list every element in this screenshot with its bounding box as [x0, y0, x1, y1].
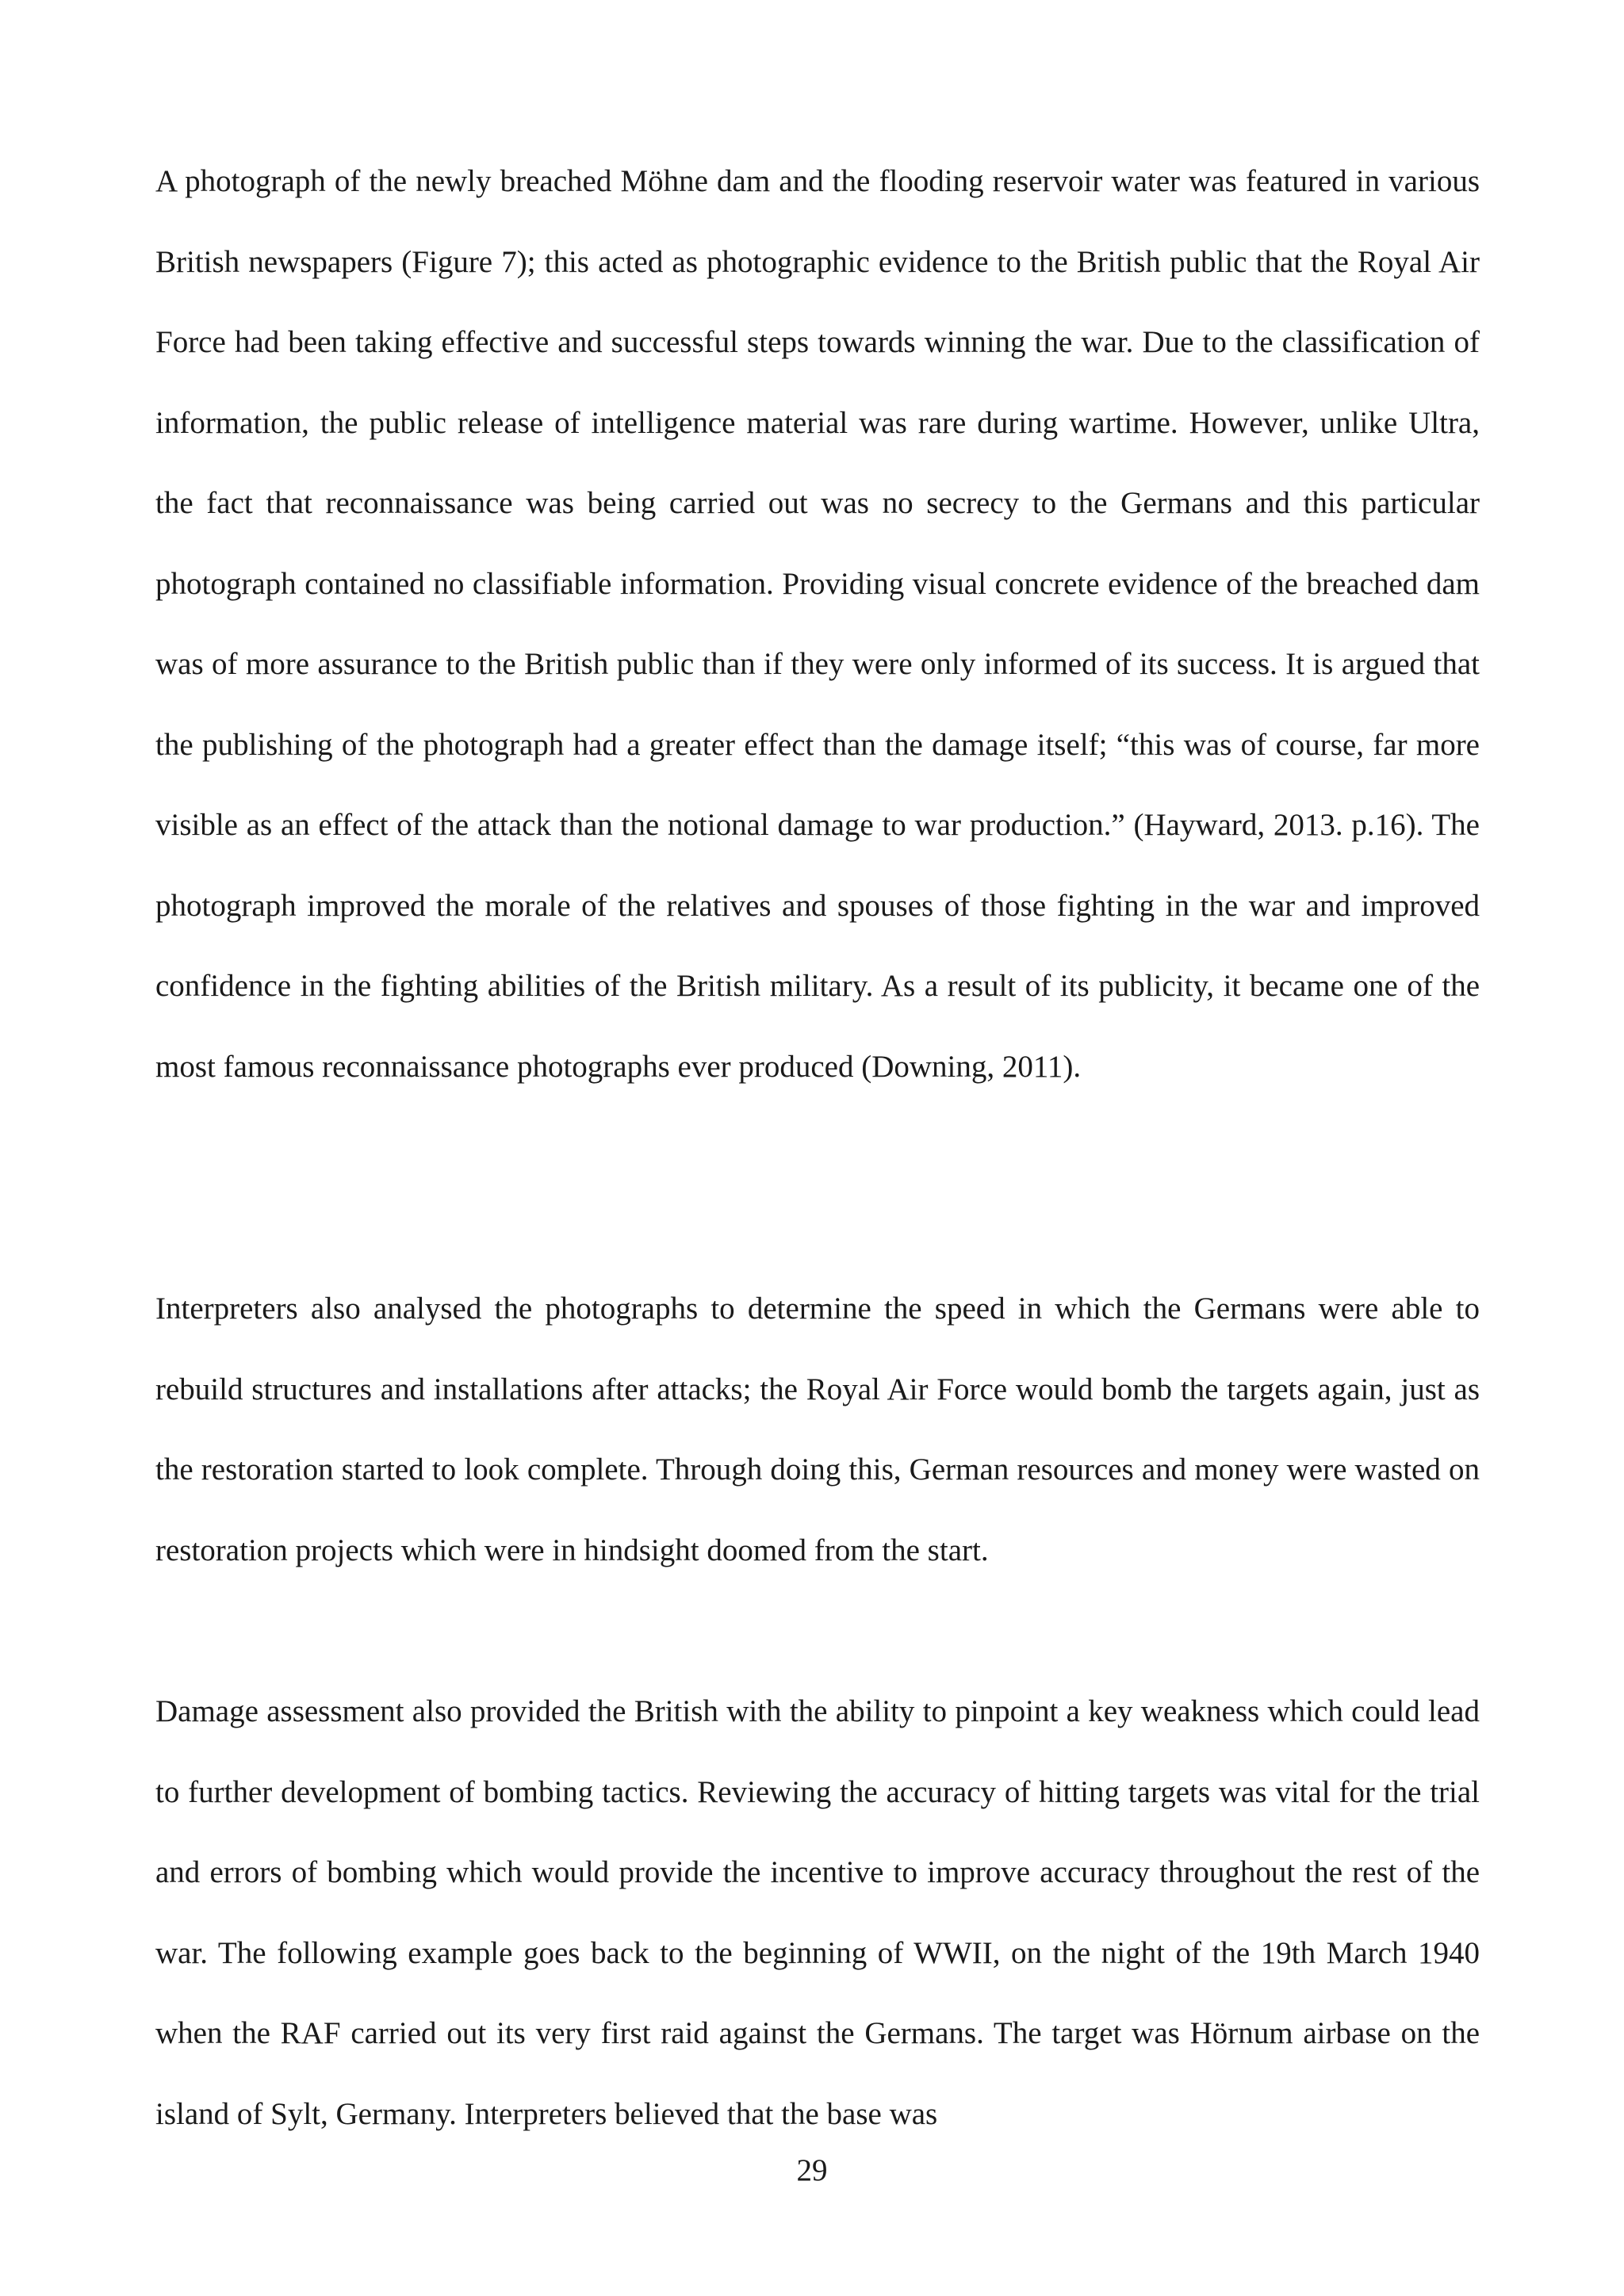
- page-number: 29: [796, 2153, 828, 2187]
- body-paragraph-damage-assessment: Damage assessment also provided the British with the ability to pinpoint a key weakness which could lead to further development of bombing tactics. Reviewing the accuracy of hitting targets was vital for the trial and errors of bombing which would provide the incentive to improve accuracy throughout the rest of the war. The following example goes back to the beginning of WWII, on the night of the 19th March 1940 when the RAF carried out its very first raid against the Germans. The target was Hörnum airbase on the island of Sylt, Germany. Interpreters believed that the base was: [155, 1694, 1480, 2131]
- body-paragraph-mohne-dam-photograph: A photograph of the newly breached Möhne dam and the flooding reservoir water was featured in various British newspapers (Figure 7); this acted as photographic evidence to the British public that the Royal Air Force had been taking effective and successful steps towards winning the war. Due to the classification of information, the public release of intelligence material was rare during wartime. However, unlike Ultra, the fact that reconnaissance was being carried out was no secrecy to the Germans and this particular photograph contained no classifiable information. Providing visual concrete evidence of the breached dam was of more assurance to the British public than if they were only informed of its success. It is argued that the publishing of the photograph had a greater effect than the damage itself; “this was of course, far more visible as an effect of the attack than the notional damage to war production.” (Hayward, 2013. p.16). The photograph improved the morale of the relatives and spouses of those fighting in the war and improved confidence in the fighting abilities of the British military. As a result of its publicity, it became one of the most famous reconnaissance photographs ever produced (Downing, 2011).: [155, 164, 1480, 1084]
- body-paragraph-rebuild-speed: Interpreters also analysed the photographs to determine the speed in which the Germans were able to rebuild structures and installations after attacks; the Royal Air Force would bomb the targets again, just as the restoration started to look complete. Through doing this, German resources and money were wasted on restoration projects which were in hindsight doomed from the start.: [155, 1292, 1480, 1567]
